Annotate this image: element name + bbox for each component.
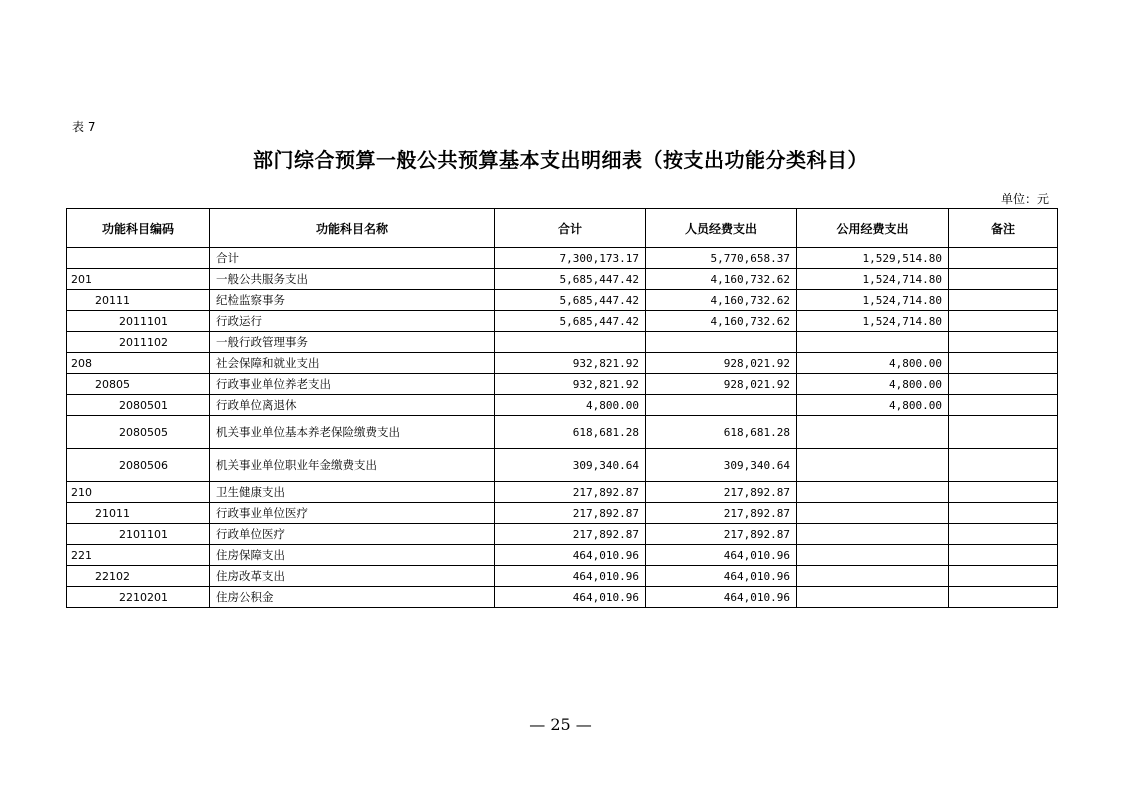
cell-personnel: 217,892.87 [646,482,797,503]
cell-total: 464,010.96 [495,587,646,608]
cell-personnel: 618,681.28 [646,416,797,449]
cell-public: 4,800.00 [797,374,949,395]
cell-name: 机关事业单位基本养老保险缴费支出 [210,416,495,449]
cell-public: 4,800.00 [797,353,949,374]
cell-name: 行政事业单位养老支出 [210,374,495,395]
cell-code: 208 [67,353,210,374]
cell-remark [949,449,1058,482]
table-row [67,416,1058,449]
table-row [67,587,1058,608]
cell-code: 210 [67,482,210,503]
cell-total: 5,685,447.42 [495,269,646,290]
table-header [67,209,1058,248]
cell-personnel: 464,010.96 [646,566,797,587]
cell-name: 行政事业单位医疗 [210,503,495,524]
cell-personnel: 217,892.87 [646,524,797,545]
cell-total: 932,821.92 [495,353,646,374]
cell-public [797,332,949,353]
cell-name: 社会保障和就业支出 [210,353,495,374]
cell-total: 4,800.00 [495,395,646,416]
header-name: 功能科目名称 [210,209,495,248]
cell-personnel: 928,021.92 [646,353,797,374]
cell-personnel: 5,770,658.37 [646,248,797,269]
cell-remark [949,269,1058,290]
header-code: 功能科目编码 [67,209,210,248]
cell-total [495,332,646,353]
cell-code [67,248,210,269]
cell-personnel: 4,160,732.62 [646,311,797,332]
cell-public: 1,529,514.80 [797,248,949,269]
cell-public [797,416,949,449]
table-row [67,566,1058,587]
cell-name: 合计 [210,248,495,269]
header-remark: 备注 [949,209,1058,248]
cell-remark [949,416,1058,449]
cell-name: 行政运行 [210,311,495,332]
cell-remark [949,290,1058,311]
cell-remark [949,311,1058,332]
header-public: 公用经费支出 [797,209,949,248]
header-total: 合计 [495,209,646,248]
cell-personnel: 4,160,732.62 [646,290,797,311]
table-row [67,311,1058,332]
cell-name: 机关事业单位职业年金缴费支出 [210,449,495,482]
cell-code: 2011101 [67,311,210,332]
cell-total: 464,010.96 [495,545,646,566]
table-row [67,374,1058,395]
cell-code: 2080506 [67,449,210,482]
cell-code: 20805 [67,374,210,395]
cell-public: 1,524,714.80 [797,290,949,311]
cell-remark [949,353,1058,374]
cell-code: 22102 [67,566,210,587]
page-number: — 25 — [529,715,592,734]
cell-personnel: 464,010.96 [646,545,797,566]
table-row [67,449,1058,482]
table-row [67,545,1058,566]
page-title: 部门综合预算一般公共预算基本支出明细表（按支出功能分类科目） [253,148,868,172]
cell-personnel: 217,892.87 [646,503,797,524]
cell-code: 2080501 [67,395,210,416]
cell-total: 932,821.92 [495,374,646,395]
cell-code: 2011102 [67,332,210,353]
cell-personnel: 309,340.64 [646,449,797,482]
cell-remark [949,566,1058,587]
cell-public [797,566,949,587]
cell-code: 221 [67,545,210,566]
cell-total: 7,300,173.17 [495,248,646,269]
cell-name: 住房公积金 [210,587,495,608]
cell-public [797,545,949,566]
table-row [67,269,1058,290]
cell-remark [949,524,1058,545]
table-body [67,248,1058,608]
cell-name: 住房保障支出 [210,545,495,566]
cell-personnel: 928,021.92 [646,374,797,395]
cell-remark [949,545,1058,566]
cell-remark [949,374,1058,395]
table-row [67,290,1058,311]
cell-name: 卫生健康支出 [210,482,495,503]
cell-code: 21011 [67,503,210,524]
cell-public: 1,524,714.80 [797,311,949,332]
cell-remark [949,332,1058,353]
cell-name: 行政单位医疗 [210,524,495,545]
cell-public [797,449,949,482]
cell-public: 1,524,714.80 [797,269,949,290]
header-personnel: 人员经费支出 [646,209,797,248]
cell-total: 217,892.87 [495,503,646,524]
cell-personnel [646,395,797,416]
cell-code: 2101101 [67,524,210,545]
table-row [67,395,1058,416]
table-number: 表 7 [72,120,96,134]
cell-remark [949,248,1058,269]
cell-total: 217,892.87 [495,482,646,503]
cell-code: 2080505 [67,416,210,449]
cell-name: 住房改革支出 [210,566,495,587]
unit-label: 单位：元 [1000,192,1049,206]
cell-public [797,503,949,524]
table-row [67,248,1058,269]
cell-personnel [646,332,797,353]
table-row [67,332,1058,353]
cell-total: 217,892.87 [495,524,646,545]
table-row [67,353,1058,374]
cell-remark [949,503,1058,524]
cell-public: 4,800.00 [797,395,949,416]
table-row [67,503,1058,524]
cell-name: 纪检监察事务 [210,290,495,311]
cell-name: 一般行政管理事务 [210,332,495,353]
cell-name: 行政单位离退休 [210,395,495,416]
cell-personnel: 464,010.96 [646,587,797,608]
header-row [67,209,1058,248]
cell-remark [949,395,1058,416]
table-row [67,482,1058,503]
cell-code: 20111 [67,290,210,311]
cell-total: 464,010.96 [495,566,646,587]
cell-total: 5,685,447.42 [495,311,646,332]
cell-personnel: 4,160,732.62 [646,269,797,290]
budget-table [66,208,1058,608]
cell-code: 2210201 [67,587,210,608]
cell-public [797,587,949,608]
cell-name: 一般公共服务支出 [210,269,495,290]
cell-total: 309,340.64 [495,449,646,482]
cell-remark [949,482,1058,503]
cell-total: 618,681.28 [495,416,646,449]
table-row [67,524,1058,545]
cell-total: 5,685,447.42 [495,290,646,311]
cell-public [797,524,949,545]
cell-public [797,482,949,503]
cell-remark [949,587,1058,608]
cell-code: 201 [67,269,210,290]
